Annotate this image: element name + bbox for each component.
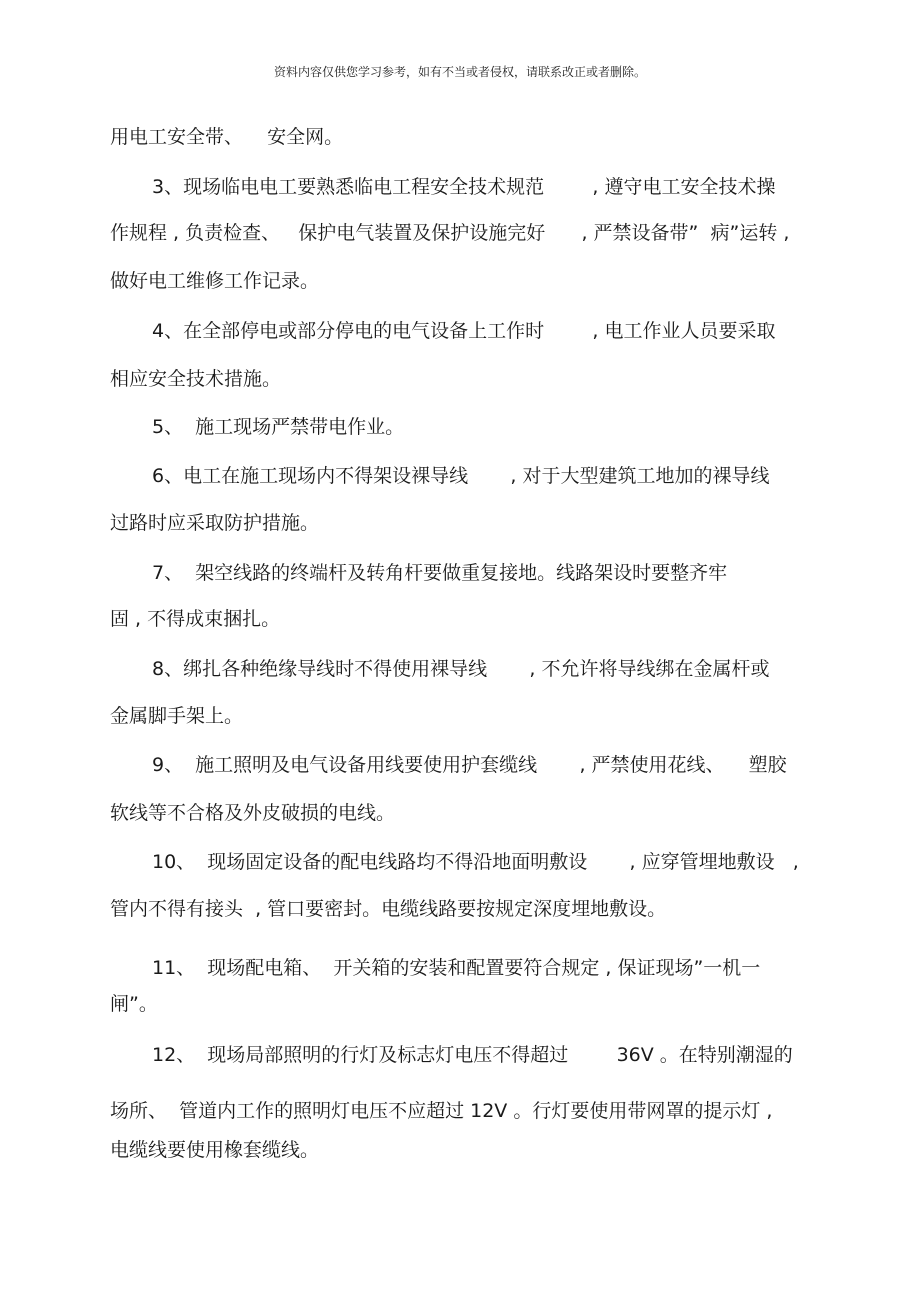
text-line: 场所、 管道内工作的照明灯电压不应超过 12V 。行灯要使用带网罩的提示灯 , (110, 1100, 773, 1122)
text-line: 金属脚手架上。 (110, 705, 244, 727)
text-line: 10、 现场固定设备的配电线路均不得沿地面明敷设 , 应穿管埋地敷设 , (152, 851, 799, 873)
text-line: 3、现场临电电工要熟悉临电工程安全技术规范 , 遵守电工安全技术操 (152, 176, 776, 198)
text-line: 5、 施工现场严禁带电作业。 (152, 416, 405, 438)
text-line: 12、 现场局部照明的行灯及标志灯电压不得超过 36V 。在特别潮湿的 (152, 1044, 793, 1066)
text-line: 固 , 不得成束捆扎。 (110, 608, 281, 630)
text-line: 做好电工维修工作记录。 (110, 270, 320, 292)
text-line: 8、绑扎各种绝缘导线时不得使用裸导线 , 不允许将导线绑在金属杆或 (152, 658, 770, 680)
page-header-note: 资料内容仅供您学习参考，如有不当或者侵权，请联系改正或者删除。 (273, 65, 646, 79)
text-line: 相应安全技术措施。 (110, 368, 282, 390)
text-line: 电缆线要使用橡套缆线。 (110, 1139, 320, 1161)
text-line: 11、 现场配电箱、 开关箱的安装和配置要符合规定 , 保证现场”一机一 (152, 957, 761, 979)
text-line: 7、 架空线路的终端杆及转角杆要做重复接地。线路架设时要整齐牢 (152, 562, 728, 584)
text-line: 6、电工在施工现场内不得架设裸导线 , 对于大型建筑工地加的裸导线 (152, 465, 770, 487)
text-line: 4、在全部停电或部分停电的电气设备上工作时 , 电工作业人员要采取 (152, 320, 776, 342)
text-line: 用电工安全带、 安全网。 (110, 126, 344, 148)
text-line: 9、 施工照明及电气设备用线要使用护套缆线 , 严禁使用花线、 塑胶 (152, 754, 787, 776)
text-line: 闸”。 (110, 993, 158, 1015)
text-line: 作规程 , 负责检查、 保护电气装置及保护设施完好 , 严禁设备带” 病”运转 , (110, 222, 790, 244)
text-line: 过路时应采取防护措施。 (110, 512, 320, 534)
text-line: 管内不得有接头 , 管口要密封。电缆线路要按规定深度埋地敷设。 (110, 898, 667, 920)
text-line: 软线等不合格及外皮破损的电线。 (110, 802, 396, 824)
